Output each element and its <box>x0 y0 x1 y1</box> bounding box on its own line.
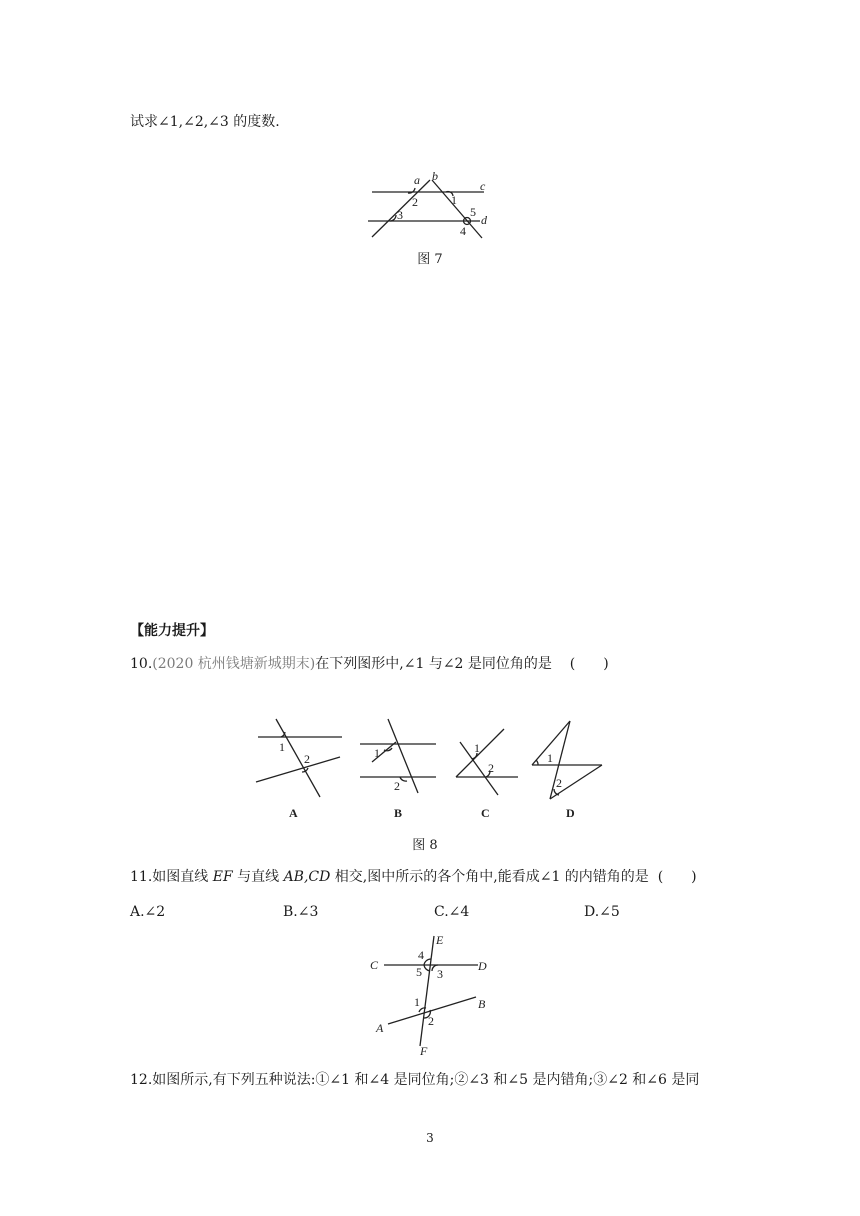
label-c: c <box>480 179 486 193</box>
page-number: 3 <box>426 1131 434 1145</box>
label-angle-5: 5 <box>416 965 422 979</box>
label-angle-2: 2 <box>412 195 418 209</box>
q11-ab-cd: AB,CD <box>283 869 331 885</box>
point-f: F <box>420 1044 428 1056</box>
q12-text: 12.如图所示,有下列五种说法:①∠1 和∠4 是同位角;②∠3 和∠5 是内错角;③∠2 和∠6 是同 <box>130 1072 700 1088</box>
panel-d-label: D <box>566 806 575 820</box>
panel-b-label: B <box>394 806 403 820</box>
point-b: B <box>478 997 486 1011</box>
q10-line <box>130 655 609 673</box>
q10-source: (2020 杭州钱塘新城期末) <box>152 656 316 672</box>
q11-answer-bracket: ( ) <box>657 869 697 885</box>
label-d: d <box>481 213 487 227</box>
panel-a-angle-1: 1 <box>279 740 285 754</box>
figure-8 <box>250 715 620 825</box>
panel-c-angle-1: 1 <box>474 741 480 755</box>
label-angle-3: 3 <box>397 208 403 222</box>
q9-text: 试求∠1,∠2,∠3 的度数. <box>130 114 280 130</box>
q10-text: 在下列图形中,∠1 与∠2 是同位角的是 <box>315 656 552 672</box>
panel-b-angle-1: 1 <box>374 746 380 760</box>
q11-ef: EF <box>212 869 233 885</box>
q11-option-b: B.∠3 <box>283 904 319 920</box>
label-angle-1: 1 <box>451 193 457 207</box>
label-a: a <box>414 173 420 187</box>
label-angle-1: 1 <box>414 995 420 1009</box>
panel-d-angle-2: 2 <box>556 776 562 790</box>
q10-number: 10. <box>130 656 153 672</box>
figure-7-caption: 图 7 <box>417 252 443 267</box>
label-angle-3: 3 <box>437 967 443 981</box>
panel-d-angle-1: 1 <box>547 751 553 765</box>
figure-q11 <box>360 928 510 1056</box>
point-d: D <box>478 959 487 973</box>
point-a: A <box>376 1021 384 1035</box>
panel-a-figure <box>256 719 342 797</box>
panel-a-angle-2: 2 <box>304 752 310 766</box>
q10-answer-bracket: ( ) <box>569 656 609 672</box>
panel-c-angle-2: 2 <box>488 761 494 775</box>
panel-a-label: A <box>289 806 298 820</box>
label-angle-2: 2 <box>428 1014 434 1028</box>
figure-7 <box>360 168 500 244</box>
section-title: 【能力提升】 <box>130 623 214 639</box>
point-c: C <box>370 958 379 972</box>
panel-c-figure <box>456 729 518 795</box>
panel-d-figure <box>532 721 602 799</box>
q11-option-a: A.∠2 <box>130 904 166 920</box>
q11-option-c: C.∠4 <box>434 904 470 920</box>
figure-8-caption: 图 8 <box>412 838 438 853</box>
label-b: b <box>432 169 438 183</box>
label-angle-4: 4 <box>418 948 424 962</box>
q11-line <box>130 868 697 886</box>
point-e: E <box>436 933 444 947</box>
panel-b-angle-2: 2 <box>394 779 400 793</box>
label-angle-4: 4 <box>460 224 466 238</box>
label-angle-5: 5 <box>470 205 476 219</box>
panel-c-label: C <box>481 806 490 820</box>
q11-option-d: D.∠5 <box>584 904 620 920</box>
q11-text-prefix: 11.如图直线 <box>130 869 213 885</box>
q11-text-rest: 相交,图中所示的各个角中,能看成∠1 的内错角的是 <box>330 869 649 885</box>
q11-text-mid: 与直线 <box>232 869 284 885</box>
